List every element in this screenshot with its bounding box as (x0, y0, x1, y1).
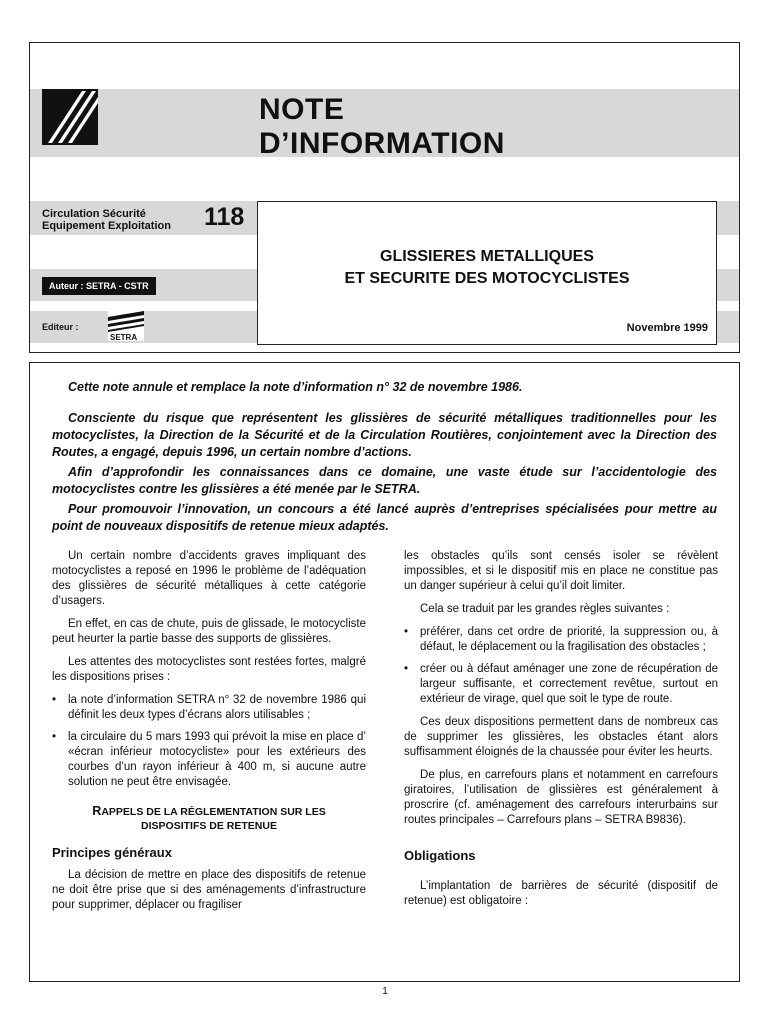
left-column (52, 549, 366, 921)
page-number: 1 (382, 986, 388, 997)
category-line1: Circulation Sécurité (42, 208, 146, 220)
note-title (259, 93, 505, 161)
subheading: Principes généraux (52, 845, 172, 860)
document-title-box (257, 201, 717, 345)
setra-logo-icon (108, 311, 144, 341)
category-line2: Equipement Exploitation (42, 220, 171, 232)
author-badge: Auteur : SETRA - CSTR (42, 277, 156, 295)
paragraph: De plus, en carrefours plans et notamment en carrefours giratoires, l’utilisation de glissières est généralement à proscrire (cf. aménagement des carrefours interurbains sur routes principales – Carrefours plans – SETRA B9836). (404, 769, 718, 826)
right-column (404, 549, 718, 917)
paragraph: Les attentes des motocyclistes sont restées fortes, malgré les dispositions prises : (52, 656, 366, 683)
intro-paragraph-1: Cette note annule et remplace la note d’information n° 32 de novembre 1986. (68, 380, 523, 394)
svg-text:SETRA: SETRA (110, 333, 138, 341)
bullet-list (404, 625, 718, 707)
intro-paragraph-2: Consciente du risque que représentent les glissières de sécurité métalliques traditionnelles pour les motocyclistes, la Direction de la Sécurité et de la Circulation Routières, conjointement avec la Direction des Routes, a engagé, depuis 1996, un certain nombre d’actions. (52, 411, 717, 459)
list-item: • la circulaire du 5 mars 1993 qui prévoit la mise en place d’ «écran inférieur motocycliste» pour les extérieurs des courbes d’un rayon inférieur à 400 m, si aucune autre solution ne peut être envisagée. (52, 730, 366, 790)
list-item: • préférer, dans cet ordre de priorité, la suppression ou, à défaut, le déplacement ou la fragilisation des obstacles ; (404, 625, 718, 655)
editor-label: Editeur : (42, 322, 79, 332)
intro-paragraph-3: Afin d’approfondir les connaissances dans ce domaine, une vaste étude sur l’accidentologie des motocyclistes contre les glissières a été menée par le SETRA. (52, 465, 717, 496)
header-frame (29, 42, 740, 353)
list-item: • la note d’information SETRA n° 32 de novembre 1986 qui définit les deux types d’écrans alors utilisables ; (52, 693, 366, 723)
note-title-line1: NOTE (259, 93, 345, 126)
paragraph: Cela se traduit par les grandes règles suivantes : (420, 603, 670, 615)
note-number: 118 (204, 203, 245, 231)
ministry-logo-icon (42, 89, 98, 145)
body-frame (29, 362, 740, 982)
subheading: Obligations (404, 848, 476, 863)
publication-date: Novembre 1999 (626, 322, 708, 334)
document-title (258, 246, 716, 290)
paragraph: En effet, en cas de chute, puis de glissade, le motocycliste peut heurter la partie basse des supports de glissières. (52, 618, 366, 645)
document-title-line2: ET SECURITE DES MOTOCYCLISTES (344, 270, 630, 287)
list-item: • créer ou à défaut aménager une zone de récupération de largeur suffisante, et correctement revêtue, surtout en extérieur de virage, quel que soit le type de route. (404, 662, 718, 707)
document-title-line1: GLISSIERES METALLIQUES (380, 248, 594, 265)
paragraph: L’implantation de barrières de sécurité (dispositif de retenue) est obligatoire : (404, 880, 718, 907)
intro-section (52, 379, 717, 544)
paragraph: La décision de mettre en place des dispositifs de retenue ne doit être prise que si des aménagements d’infrastructure pour supprimer, déplacer ou fragiliser (52, 869, 366, 911)
section-title: RAPPELS DE LA RÉGLEMENTATION SUR LES DISPOSITIFS DE RETENUE (92, 804, 326, 832)
bullet-list (52, 693, 366, 790)
paragraph: Un certain nombre d’accidents graves impliquant des motocyclistes a reposé en 1996 le problème de l’adéquation des glissières de sécurité métalliques à cette catégorie d’usagers. (52, 550, 366, 607)
intro-paragraph-4: Pour promouvoir l’innovation, un concours a été lancé auprès d’entreprises spécialisées pour mettre au point de nouveaux dispositifs de retenue mieux adaptés. (52, 502, 717, 533)
paragraph: les obstacles qu’ils sont censés isoler se révèlent impossibles, et si le dispositif mis en place ne constitue pas un danger supérieur à celui qu’il doit limiter. (404, 550, 718, 592)
category (42, 208, 171, 232)
paragraph: Ces deux dispositions permettent dans de nombreux cas de supprimer les glissières, les obstacles étant alors suffisamment éloignés de la chaussée pour éviter les heurts. (404, 716, 718, 758)
note-title-line2: D’INFORMATION (259, 127, 505, 160)
